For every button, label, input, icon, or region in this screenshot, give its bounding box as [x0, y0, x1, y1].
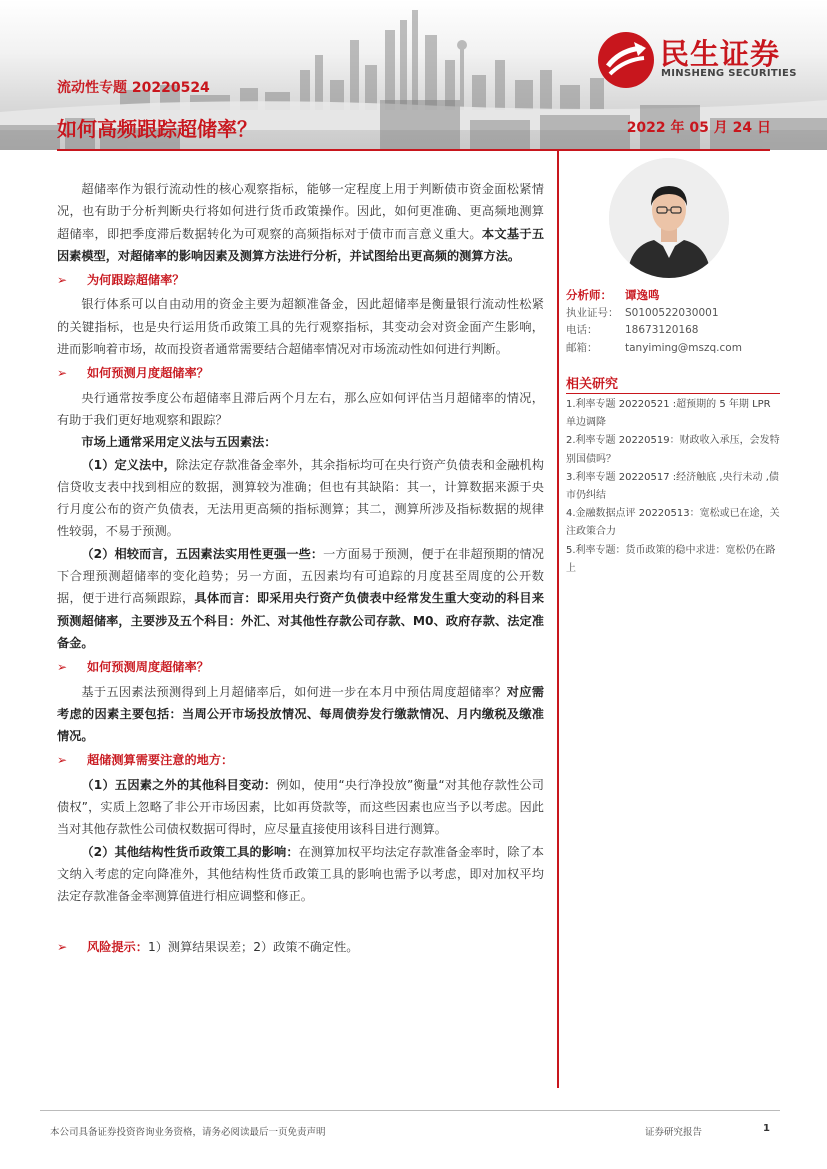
section-title: 如何预测月度超储率？: [87, 366, 209, 381]
analyst-info: [566, 287, 796, 357]
body-paragraph: [57, 774, 544, 841]
related-research-list: [566, 396, 780, 578]
email-address[interactable]: tanyiming@mszq.com: [625, 341, 742, 354]
bold-lead: （2）相较而言，五因素法实用性更强一些：: [81, 546, 324, 561]
header-banner: [0, 0, 827, 150]
related-item[interactable]: 3.利率专题 20220517 :经济触底 ,央行未动 ,债市仍纠结: [566, 471, 779, 502]
arrow-right-icon: ➢: [57, 939, 68, 954]
report-title: 如何高频跟踪超储率？: [57, 117, 257, 141]
section-heading: [57, 749, 544, 771]
intro-paragraph: [57, 178, 544, 267]
paragraph-text: 一方面易于预测，便于在非超预期的情况下合理预测超储率的变化趋势；另一方面，五因素均有可追踪的月度甚至周度的公开数据，便于进行高频跟踪，: [57, 546, 544, 606]
intro-text: 超储率作为银行流动性的核心观察指标，能够一定程度上用于判断债市资金面松紧情况，也有助于分析判断央行将如何进行货币政策操作。因此，如何更准确、更高频地测算超储率，即把季度滞后数据转化为可观察的高频指标对于债市而言意义重大。: [57, 182, 544, 241]
email-label: 邮箱：: [566, 341, 598, 354]
body-paragraph: [57, 681, 544, 748]
logo-english-name: MINSHENG SECURITIES: [661, 68, 797, 79]
paragraph-text: 例如，使用“央行净投放”衡量“对其他存款性公司债权”，实质上忽略了非公开市场因素，比如再贷款等，而这些因素也应当予以考虑。因此当对其他存款性公司债权数据可得时，应尽量直接使用该科目进行测算。: [57, 777, 544, 837]
section-title: 为何跟踪超储率？: [87, 273, 185, 288]
analyst-email-row: [566, 340, 796, 358]
arrow-right-icon: ➢: [57, 366, 68, 381]
intro-bold-text: 本文基于五因素模型，对超储率的影响因素及测算方法进行分析，并试图给出更高频的测算方法。: [57, 226, 545, 263]
analyst-phone-row: [566, 322, 796, 340]
cert-label: 执业证号：: [566, 306, 619, 319]
footer-divider: [40, 1110, 780, 1111]
column-divider: [557, 151, 559, 1088]
analyst-name: 谭逸鸣: [625, 288, 660, 302]
phone-number: 18673120168: [625, 324, 699, 336]
section-title: 如何预测周度超储率？: [87, 660, 209, 675]
related-item[interactable]: 1.利率专题 20220521 :超预期的 5 年期 LPR 单边调降: [566, 399, 771, 429]
section-heading: [57, 269, 544, 291]
bold-conclusion: 具体而言：即采用央行资产负债表中经常发生重大变动的科目来预测超储率，主要涉及五个科目：外汇、对其他性存款公司存款、M0、政府存款、法定准备金。: [57, 591, 545, 650]
body-paragraph: 央行通常按季度公布超储率且滞后两个月左右，那么应如何评估当月超储率的情况，有助于我们更好地观察和跟踪？: [57, 390, 544, 427]
related-item[interactable]: 5.利率专题：货币政策的稳中求进：宽松仍在路上: [566, 544, 776, 574]
bold-lead: （1）五因素之外的其他科目变动：: [81, 777, 277, 792]
body-paragraph: [57, 841, 544, 908]
related-item[interactable]: 4.金融数据点评 20220513：宽松或已在途，关注政策合力: [566, 508, 780, 538]
phone-label: 电话：: [566, 324, 598, 336]
body-paragraph: [57, 543, 544, 654]
method-heading: 市场上通常采用定义法与五因素法：: [81, 435, 277, 450]
risk-text: 1）测算结果误差；2）政策不确定性。: [147, 939, 359, 954]
logo-name: 民生证券: [660, 37, 781, 71]
bold-conclusion: 对应需考虑的因素主要包括：当周公开市场投放情况、每周债券发行缴款情况、月内缴税及缴准情况。: [57, 684, 545, 744]
header-divider: [57, 149, 770, 151]
risk-warning: [57, 936, 544, 958]
paragraph-text: 基于五因素法预测得到上月超储率后，如何进一步在本月中预估周度超储率？: [81, 684, 507, 699]
analyst-photo: [609, 158, 729, 278]
arrow-right-icon: ➢: [57, 273, 68, 288]
report-date: 2022 年 05 月 24 日: [626, 120, 771, 136]
page-number: 1: [763, 1123, 770, 1134]
paragraph-text: 在测算加权平均法定存款准备金率时，除了本文纳入考虑的定向降准外，其他结构性货币政策工具的影响也需予以考虑，即对加权平均法定存款准备金率测算值进行相应调整和修正。: [57, 844, 544, 904]
risk-label: 风险提示：: [87, 939, 148, 954]
body-paragraph: [57, 431, 544, 453]
report-summary: [57, 178, 544, 958]
company-logo: [598, 30, 808, 90]
body-paragraph: 银行体系可以自由动用的资金主要为超额准备金，因此超储率是衡量银行流动性松紧的关键指标，也是央行运用货币政策工具的先行观察指标，其变动会对资金面产生影响，进而影响着市场，故而投资者通常需要结合超储率情况对市场流动性如何进行判断。: [57, 297, 544, 357]
footer-report-type: 证券研究报告: [645, 1127, 703, 1138]
section-heading: [57, 362, 544, 384]
analyst-role-label: 分析师：: [566, 288, 612, 302]
analyst-cert-row: [566, 305, 796, 323]
related-divider: [566, 393, 780, 394]
bold-lead: （2）其他结构性货币政策工具的影响：: [81, 844, 299, 859]
minsheng-logo-icon: [598, 32, 654, 88]
body-paragraph: [57, 454, 544, 543]
report-series: 流动性专题 20220524: [57, 80, 210, 96]
section-heading: [57, 656, 544, 678]
bold-lead: （1）定义法中，: [81, 457, 176, 472]
footer-disclaimer: 本公司具备证券投资咨询业务资格，请务必阅读最后一页免责声明: [50, 1127, 326, 1138]
arrow-right-icon: ➢: [57, 753, 68, 768]
section-title: 超储测算需要注意的地方：: [87, 753, 234, 768]
paragraph-text: 除法定存款准备金率外，其余指标均可在央行资产负债表和金融机构信贷收支表中找到相应的数据，测算较为准确；但也有其缺陷：其一，计算数据来源于央行月度公布的资产负债表，无法用更高频的指标测算；其二，测算所涉及指标数据的规律性较弱，不易于预测。: [57, 457, 544, 539]
analyst-name-row: [566, 287, 796, 305]
cert-number: S0100522030001: [625, 306, 719, 319]
arrow-right-icon: ➢: [57, 660, 68, 675]
related-research-title: 相关研究: [566, 377, 619, 392]
related-item[interactable]: 2.利率专题 20220519：财政收入承压，会发特别国债吗？: [566, 435, 780, 465]
